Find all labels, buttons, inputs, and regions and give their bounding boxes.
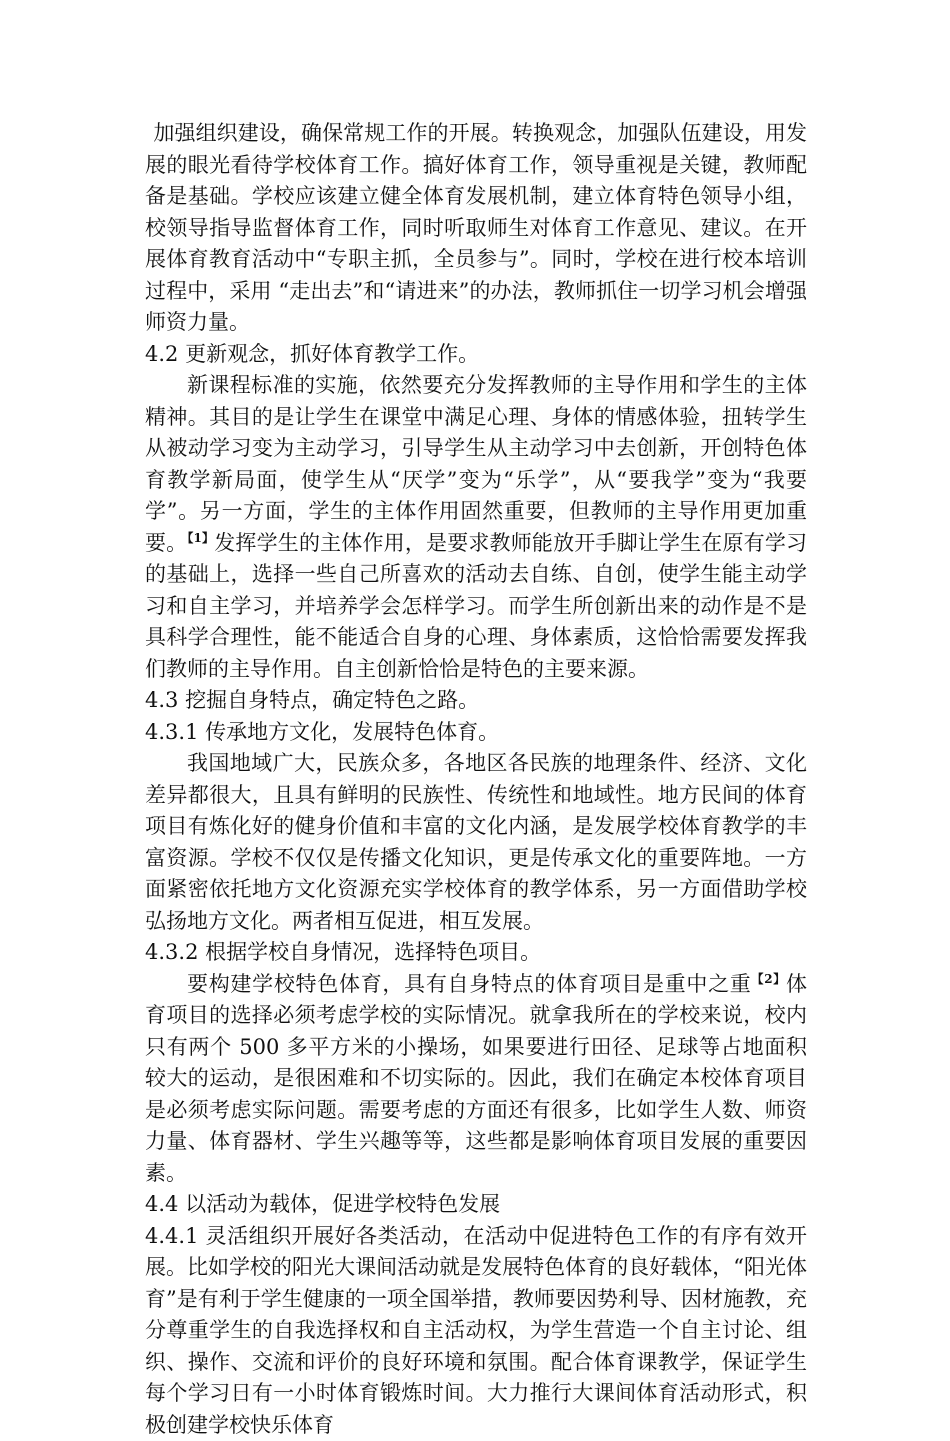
paragraph-teaching-text-2: 发挥学生的主体作用，是要求教师能放开手脚让学生在原有学习的基础上，选择一些自己所喜欢的活动去自练、自创，使学生能主动学习和自主学习，并培养学会怎样学习。而学生所创新出来的动作是不是具科学合理性，能不能适合自身的心理、身体素质，这恰恰需要发挥我们教师的主导作用。自主创新恰恰是特色的主要来源。: [145, 531, 807, 681]
heading-4-3-1: 4.3.1 传承地方文化，发展特色体育。: [145, 717, 807, 749]
heading-4-3: 4.3 挖掘自身特点，确定特色之路。: [145, 685, 807, 717]
document-page: [145, 118, 807, 1441]
heading-4-2: 4.2 更新观念，抓好体育教学工作。: [145, 339, 807, 371]
reference-marker-2: 【2】: [752, 972, 787, 986]
paragraph-project-selection: [145, 969, 807, 1190]
paragraph-project-text-1: 要构建学校特色体育，具有自身特点的体育项目是重中之重: [187, 972, 752, 996]
heading-4-4: 4.4 以活动为载体，促进学校特色发展: [145, 1189, 807, 1221]
paragraph-teaching-text-1: 新课程标准的实施，依然要充分发挥教师的主导作用和学生的主体精神。其目的是让学生在课堂中满足心理、身体的情感体验，扭转学生从被动学习变为主动学习，引导学生从主动学习中去创新，开创特色体育教学新局面，使学生从“厌学”变为“乐学”，从“要我学”变为“我要学”。另一方面，学生的主体作用固然重要，但教师的主导作用更加重要。: [145, 373, 807, 555]
paragraph-activities: 4.4.1 灵活组织开展好各类活动，在活动中促进特色工作的有序有效开展。比如学校的阳光大课间活动就是发展特色体育的良好载体，“阳光体育”是有利于学生健康的一项全国举措，教师要因势利导、因材施教，充分尊重学生的自我选择权和自主活动权，为学生营造一个自主讨论、组织、操作、交流和评价的良好环境和氛围。配合体育课教学，保证学生每个学习日有一小时体育锻炼时间。大力推行大课间体育活动形式，积极创建学校快乐体育: [145, 1221, 807, 1441]
reference-marker-1: 【1】: [187, 531, 214, 545]
paragraph-teaching: [145, 370, 807, 685]
paragraph-local-culture: 我国地域广大，民族众多，各地区各民族的地理条件、经济、文化差异都很大，且具有鲜明的民族性、传统性和地域性。地方民间的体育项目有炼化好的健身价值和丰富的文化内涵，是发展学校体育教学的丰富资源。学校不仅仅是传播文化知识，更是传承文化的重要阵地。一方面紧密依托地方文化资源充实学校体育的教学体系，另一方面借助学校弘扬地方文化。两者相互促进，相互发展。: [145, 748, 807, 937]
paragraph-project-text-2: 体育项目的选择必须考虑学校的实际情况。就拿我所在的学校来说，校内只有两个 500 多平方米的小操场，如果要进行田径、足球等占地面积较大的运动，是很困难和不切实际的。因此，我们在确定本校体育项目是必须考虑实际问题。需要考虑的方面还有很多，比如学生人数、师资力量、体育器材、学生兴趣等等，这些都是影响体育项目发展的重要因素。: [145, 972, 807, 1185]
paragraph-organization: 加强组织建设，确保常规工作的开展。转换观念，加强队伍建设，用发展的眼光看待学校体育工作。搞好体育工作，领导重视是关键，教师配备是基础。学校应该建立健全体育发展机制，建立体育特色领导小组，校领导指导监督体育工作，同时听取师生对体育工作意见、建议。在开展体育教育活动中“专职主抓，全员参与”。同时，学校在进行校本培训过程中，采用 “走出去”和“请进来”的办法，教师抓住一切学习机会增强师资力量。: [145, 118, 807, 339]
heading-4-3-2: 4.3.2 根据学校自身情况，选择特色项目。: [145, 937, 807, 969]
